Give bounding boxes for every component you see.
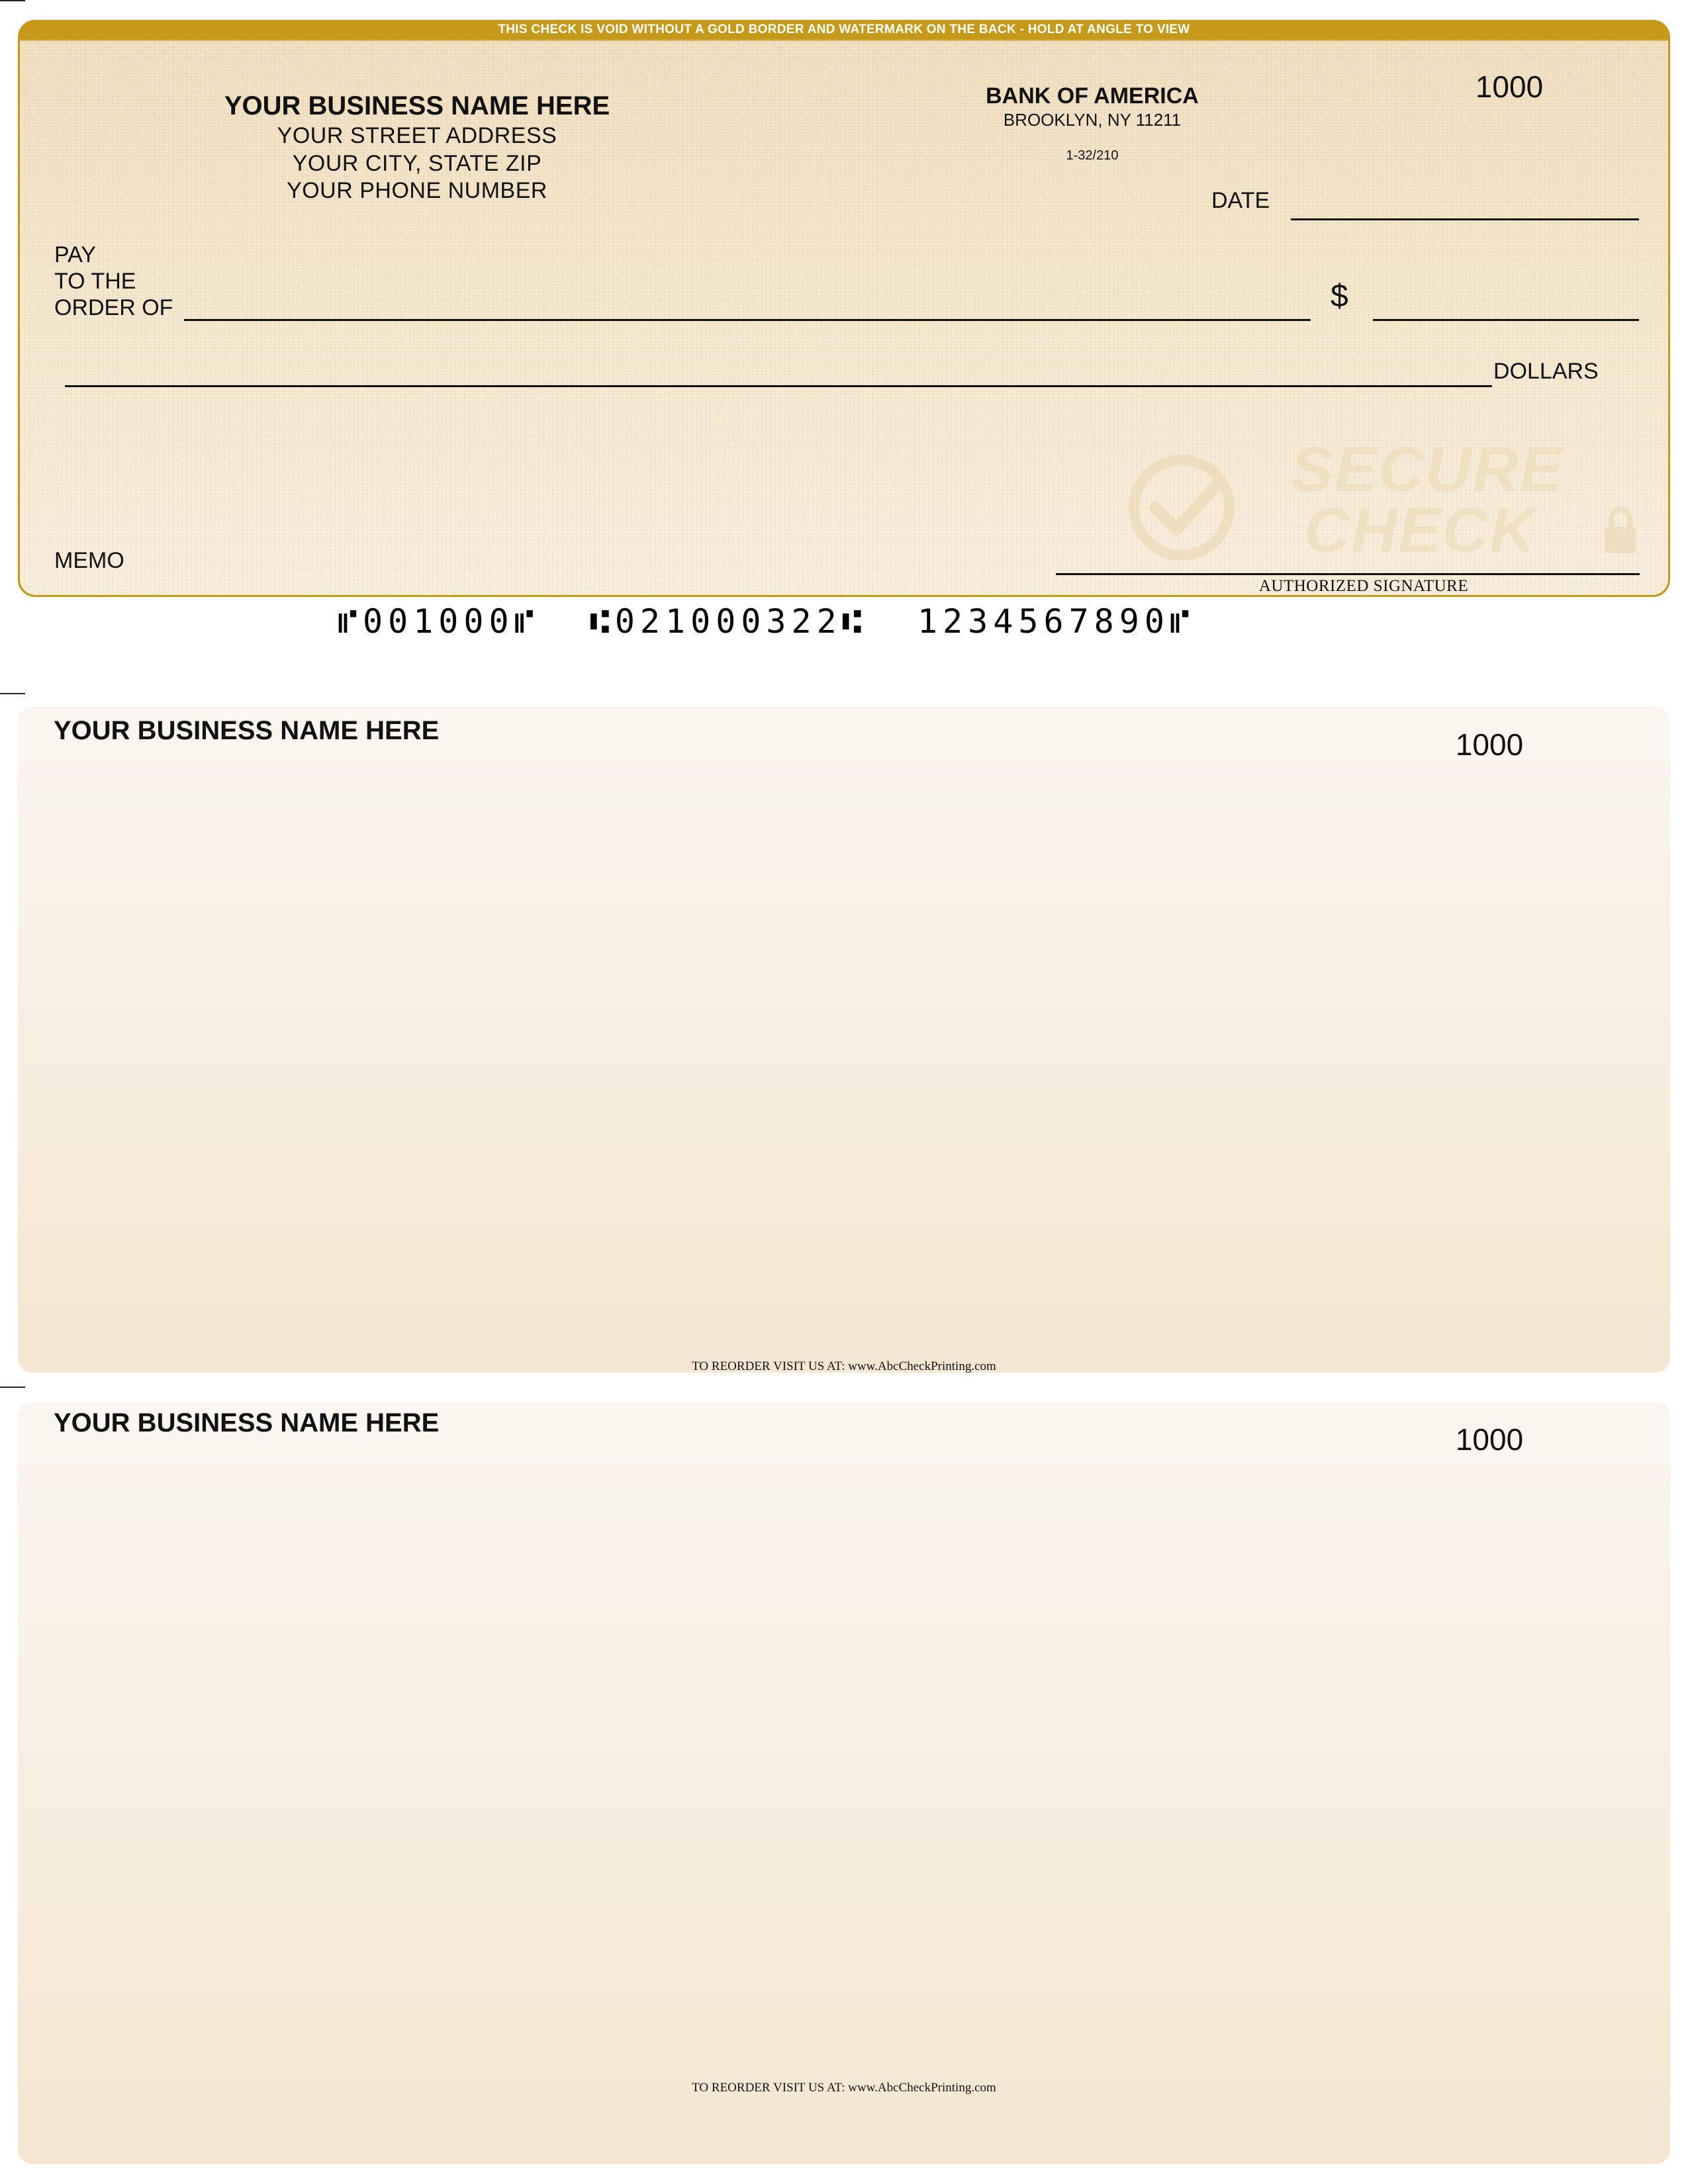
- dollars-label: DOLLARS: [1493, 359, 1599, 384]
- business-phone: YOUR PHONE NUMBER: [287, 178, 547, 203]
- check: [18, 20, 1670, 597]
- stub-business-name: YOUR BUSINESS NAME HERE: [54, 1408, 440, 1437]
- amount-line[interactable]: [1373, 319, 1639, 321]
- written-amount-line[interactable]: [65, 385, 1492, 387]
- stub-check-number: 1000: [1455, 727, 1524, 762]
- to-the-label: TO THE: [54, 269, 136, 294]
- void-banner: THIS CHECK IS VOID WITHOUT A GOLD BORDER AND WATERMARK ON THE BACK - HOLD AT ANGLE TO VIEW: [498, 23, 1190, 36]
- signature-line[interactable]: [1056, 573, 1640, 575]
- check-number: 1000: [1475, 69, 1544, 104]
- stub-reorder-text: TO REORDER VISIT US AT: www.AbcCheckPrinting.com: [692, 2081, 996, 2095]
- payee-line[interactable]: [184, 319, 1311, 321]
- signature-label: AUTHORIZED SIGNATURE: [1258, 577, 1469, 595]
- date-label: DATE: [1211, 188, 1270, 213]
- memo-label: MEMO: [54, 548, 124, 573]
- business-name: YOUR BUSINESS NAME HERE: [224, 91, 610, 120]
- bank-city: BROOKLYN, NY 11211: [1003, 110, 1182, 130]
- check-face: [20, 40, 1668, 595]
- micr-line: ⑈001000⑈ ⑆021000322⑆ 1234567890⑈: [338, 602, 1195, 641]
- bank-name: BANK OF AMERICA: [986, 83, 1199, 109]
- padlock-icon: [1602, 504, 1639, 556]
- date-line[interactable]: [1291, 218, 1639, 220]
- cut-mark-stub-bottom: [0, 1387, 25, 1388]
- stub-2: [18, 1402, 1670, 2164]
- checkmark-seal-icon: [1125, 451, 1244, 564]
- dollar-sign: $: [1331, 279, 1348, 314]
- cut-mark-check-bottom: [0, 693, 25, 694]
- stub-business-name: YOUR BUSINESS NAME HERE: [54, 716, 440, 745]
- stub-check-number: 1000: [1455, 1422, 1524, 1457]
- order-of-label: ORDER OF: [54, 295, 173, 320]
- business-city: YOUR CITY, STATE ZIP: [292, 151, 542, 176]
- cut-mark-top: [0, 0, 25, 1]
- pay-label: PAY: [54, 242, 96, 267]
- business-street: YOUR STREET ADDRESS: [277, 123, 557, 148]
- secure-check-watermark: [1125, 434, 1655, 584]
- watermark-secure: SECURE: [1291, 434, 1564, 505]
- stub-1: [18, 707, 1670, 1373]
- watermark-check: CHECK: [1304, 495, 1537, 566]
- routing-fraction: 1-32/210: [1066, 148, 1119, 163]
- stub-reorder-text: TO REORDER VISIT US AT: www.AbcCheckPrinting.com: [692, 1359, 996, 1373]
